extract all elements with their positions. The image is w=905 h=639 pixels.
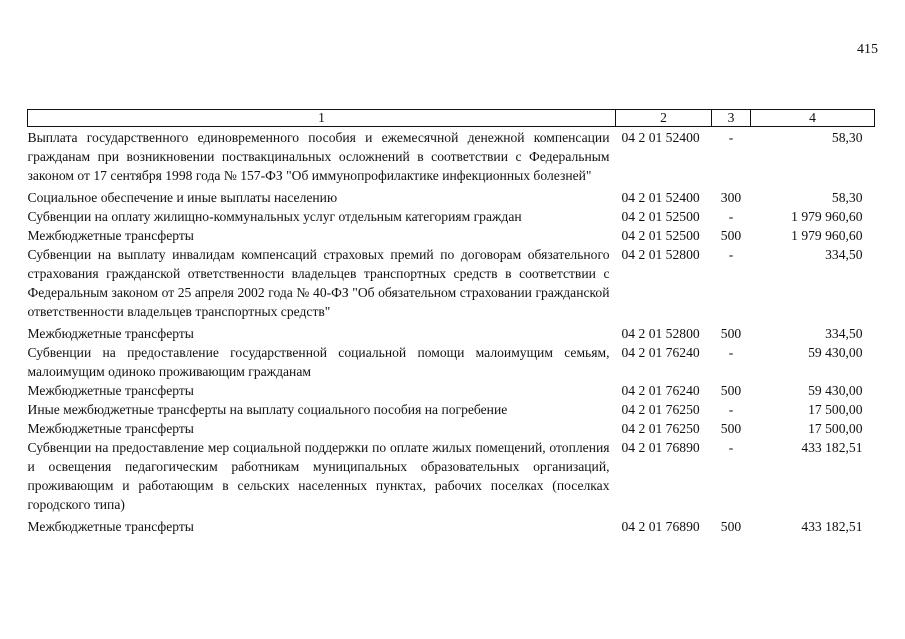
- table-header: [28, 110, 875, 127]
- row-name: Межбюджетные трансферты: [27, 228, 194, 243]
- row-code: 04 2 01 52400: [621, 130, 700, 145]
- row-name: Выплата государственного единовременного пособия и ежемесячной денежной компенсации гражданам при возникновении поствакцинальных осложнений в соответствии с Федеральным законом от 17 сентября 1998 года № 157-ФЗ "Об иммунопрофилактике инфекционных болезней": [27, 130, 610, 183]
- row-type: -: [728, 440, 734, 455]
- row-code: 04 2 01 52500: [621, 228, 700, 243]
- table-row: [28, 438, 875, 517]
- row-name: Межбюджетные трансферты: [27, 383, 194, 398]
- table-row: [28, 419, 875, 438]
- row-type: -: [728, 402, 734, 417]
- row-type: 500: [720, 519, 742, 534]
- row-amount: 433 182,51: [801, 519, 863, 534]
- row-type: 500: [720, 326, 742, 341]
- row-code: 04 2 01 76240: [621, 383, 700, 398]
- page-number: 415: [857, 42, 878, 57]
- row-amount: 433 182,51: [801, 440, 863, 455]
- header-col-3: 3: [712, 110, 751, 127]
- row-amount: 58,30: [831, 190, 863, 205]
- row-code: 04 2 01 76250: [621, 421, 700, 436]
- row-type: 500: [720, 383, 742, 398]
- row-amount: 334,50: [825, 326, 863, 341]
- row-amount: 59 430,00: [808, 383, 863, 398]
- table-row: [28, 226, 875, 245]
- row-amount: 58,30: [831, 130, 863, 145]
- row-type: 300: [720, 190, 742, 205]
- row-amount: 59 430,00: [808, 345, 863, 360]
- row-name: Иные межбюджетные трансферты на выплату социального пособия на погребение: [27, 402, 508, 417]
- table-row: [28, 324, 875, 343]
- row-type: -: [728, 209, 734, 224]
- table-row: [28, 245, 875, 324]
- table-body: [28, 127, 875, 537]
- row-type: 500: [720, 228, 742, 243]
- table-row: [28, 127, 875, 189]
- table-row: [28, 188, 875, 207]
- row-code: 04 2 01 76890: [621, 519, 700, 534]
- row-code: 04 2 01 76250: [621, 402, 700, 417]
- budget-table: [27, 109, 875, 536]
- header-col-1: 1: [28, 110, 616, 127]
- row-name: Субвенции на оплату жилищно-коммунальных услуг отдельным категориям граждан: [27, 209, 522, 224]
- row-amount: 17 500,00: [808, 402, 863, 417]
- row-type: 500: [720, 421, 742, 436]
- row-code: 04 2 01 76240: [621, 345, 700, 360]
- table-row: [28, 207, 875, 226]
- header-row: [28, 110, 875, 127]
- row-code: 04 2 01 52800: [621, 326, 700, 341]
- row-code: 04 2 01 52800: [621, 247, 700, 262]
- row-amount: 17 500,00: [808, 421, 863, 436]
- row-code: 04 2 01 52500: [621, 209, 700, 224]
- row-amount: 1 979 960,60: [791, 228, 863, 243]
- row-name: Межбюджетные трансферты: [27, 519, 194, 534]
- row-amount: 334,50: [825, 247, 863, 262]
- row-type: -: [728, 130, 734, 145]
- row-name: Межбюджетные трансферты: [27, 326, 194, 341]
- row-type: -: [728, 345, 734, 360]
- header-col-2: 2: [616, 110, 712, 127]
- row-name: Субвенции на выплату инвалидам компенсаций страховых премий по договорам обязательного страхования гражданской ответственности владельцев транспортных средств в соответствии с Федеральным законом от 25 апреля 2002 года № 40-ФЗ "Об обязательном страховании гражданской ответственности владельцев транспортных средств": [27, 247, 610, 319]
- table-row: [28, 381, 875, 400]
- row-name: Субвенции на предоставление мер социальной поддержки по оплате жилых помещений, отопления и освещения педагогическим работникам муниципальных образовательных организаций, проживающим и работающим в сельских населенных пунктах, рабочих поселках (поселках городского типа): [27, 440, 610, 512]
- row-name: Социальное обеспечение и иные выплаты населению: [27, 190, 338, 205]
- table-row: [28, 400, 875, 419]
- row-name: Межбюджетные трансферты: [27, 421, 194, 436]
- header-col-4: 4: [751, 110, 875, 127]
- table-row: [28, 517, 875, 536]
- table-row: [28, 343, 875, 381]
- row-type: -: [728, 247, 734, 262]
- row-code: 04 2 01 76890: [621, 440, 700, 455]
- row-amount: 1 979 960,60: [791, 209, 863, 224]
- row-name: Субвенции на предоставление государственной социальной помощи малоимущим семьям, малоимущим одиноко проживающим гражданам: [27, 345, 610, 379]
- row-code: 04 2 01 52400: [621, 190, 700, 205]
